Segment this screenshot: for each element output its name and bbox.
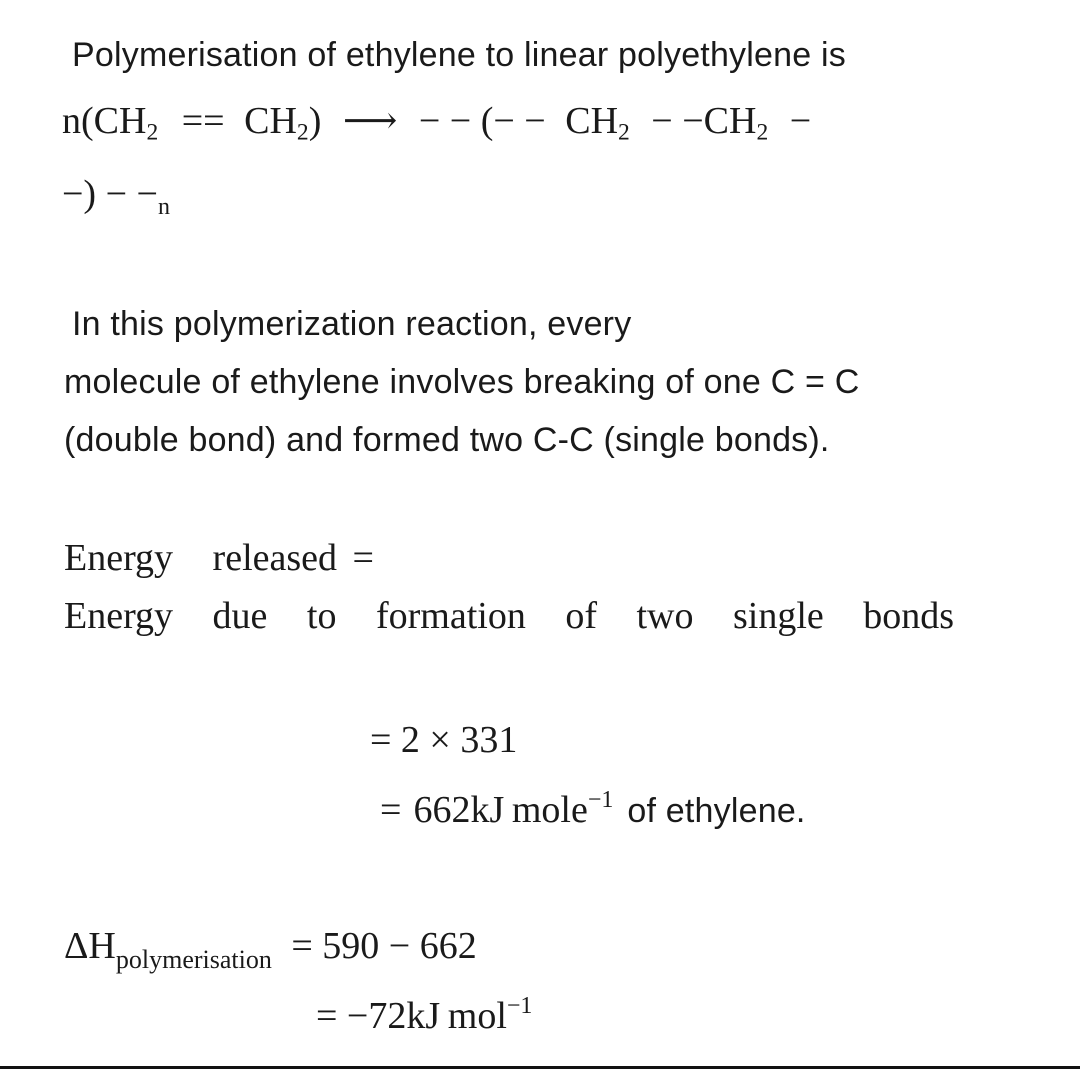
word-formation: formation	[375, 595, 526, 637]
equals-sign: =	[352, 537, 374, 579]
reaction-term: − −CH	[651, 100, 757, 142]
subscript: 2	[756, 119, 769, 146]
reaction-equation-line2	[62, 172, 170, 221]
double-bond: ==	[181, 100, 225, 142]
word-to: to	[306, 595, 337, 637]
delta-h-line1	[64, 924, 477, 975]
reaction-term: CH	[244, 100, 297, 142]
subscript-n: n	[157, 194, 170, 220]
exponent: −1	[587, 787, 614, 814]
explain-line2: molecule of ethylene involves breaking of one C = C	[64, 363, 860, 401]
word-single: single	[733, 595, 824, 637]
subscript: 2	[618, 119, 630, 146]
explain-line3: (double bond) and formed two C-C (single bonds).	[64, 421, 830, 459]
equals-sign: =	[380, 789, 402, 831]
reaction-coef: n(CH	[62, 100, 147, 142]
reaction-tail: −) − −	[62, 173, 158, 215]
intro-line: Polymerisation of ethylene to linear polyethylene is	[72, 36, 846, 74]
exponent: −1	[506, 993, 533, 1020]
word-energy: Energy	[64, 537, 174, 579]
energy-released-line	[64, 536, 374, 580]
dashes-open: − − (− −	[418, 100, 546, 142]
word-energy: Energy	[64, 595, 174, 637]
dash: −	[789, 100, 812, 142]
reaction-term: CH	[565, 100, 619, 142]
delta-h-eq2: = −72kJ mol	[316, 995, 507, 1037]
delta-h-subscript: polymerisation	[115, 945, 272, 974]
energy-formation-line	[64, 594, 1080, 638]
reaction-equation-line1	[62, 98, 812, 146]
word-of: of	[565, 595, 597, 637]
word-bonds: bonds	[863, 595, 955, 637]
explain-line1: In this polymerization reaction, every	[72, 305, 632, 343]
word-due: due	[212, 595, 268, 637]
calc-line1: = 2 × 331	[370, 719, 518, 761]
word-released: released	[212, 537, 338, 579]
word-two: two	[636, 595, 694, 637]
energy-value: 662kJ mole	[413, 789, 588, 831]
close-paren: )	[308, 100, 322, 142]
energy-unit-text: of ethylene.	[627, 792, 806, 830]
arrow-icon: ⟶	[342, 100, 398, 142]
delta-h-line2	[316, 994, 532, 1038]
subscript: 2	[296, 119, 309, 146]
bottom-rule	[0, 1066, 1080, 1069]
calc-line2	[380, 788, 806, 832]
delta-h-eq1: = 590 − 662	[291, 925, 477, 967]
delta-h-symbol: ΔH	[64, 925, 116, 967]
subscript: 2	[146, 119, 159, 146]
